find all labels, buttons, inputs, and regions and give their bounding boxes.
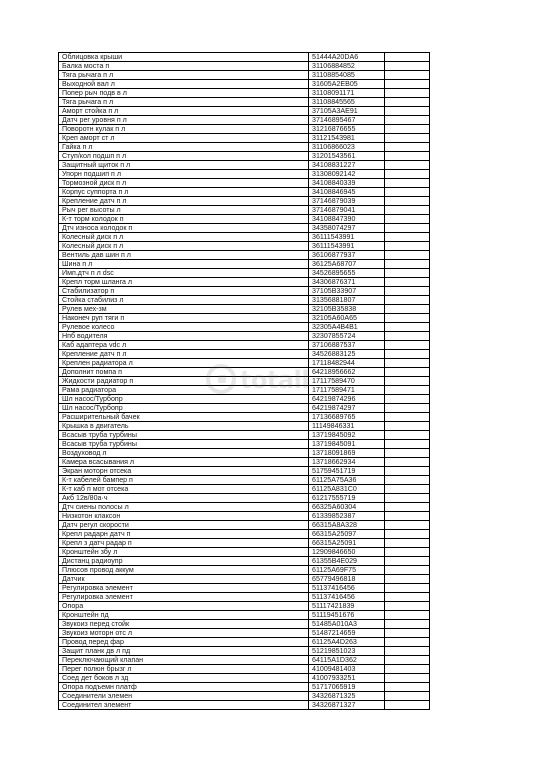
table-row bbox=[59, 404, 430, 413]
empty-cell bbox=[385, 557, 430, 566]
part-name-cell: Защитный щиток п л bbox=[59, 161, 309, 170]
part-code-cell: 66315A25097 bbox=[309, 530, 385, 539]
empty-cell bbox=[385, 116, 430, 125]
empty-cell bbox=[385, 647, 430, 656]
part-code-cell: 31201543561 bbox=[309, 152, 385, 161]
part-code-cell: 12909846650 bbox=[309, 548, 385, 557]
part-name-cell: Поворотн кулак п л bbox=[59, 125, 309, 134]
table-row bbox=[59, 593, 430, 602]
part-name-cell: Рама радиатора bbox=[59, 386, 309, 395]
empty-cell bbox=[385, 575, 430, 584]
empty-cell bbox=[385, 71, 430, 80]
part-name-cell: Крепление датч п л bbox=[59, 350, 309, 359]
part-code-cell: 64115A1D362 bbox=[309, 656, 385, 665]
part-code-cell: 34108831227 bbox=[309, 161, 385, 170]
empty-cell bbox=[385, 350, 430, 359]
part-name-cell: Аморт стойка п л bbox=[59, 107, 309, 116]
empty-cell bbox=[385, 125, 430, 134]
part-code-cell: 17117589470 bbox=[309, 377, 385, 386]
table-row bbox=[59, 431, 430, 440]
table-row bbox=[59, 368, 430, 377]
part-code-cell: 61339852387 bbox=[309, 512, 385, 521]
empty-cell bbox=[385, 368, 430, 377]
table-row bbox=[59, 80, 430, 89]
part-code-cell: 51485A010A3 bbox=[309, 620, 385, 629]
part-name-cell: Всасыв труба турбины bbox=[59, 440, 309, 449]
empty-cell bbox=[385, 197, 430, 206]
part-code-cell: 51119451676 bbox=[309, 611, 385, 620]
empty-cell bbox=[385, 674, 430, 683]
part-name-cell: Шл насос/Турбопр bbox=[59, 395, 309, 404]
table-row bbox=[59, 278, 430, 287]
part-name-cell: Нпб водителя bbox=[59, 332, 309, 341]
part-name-cell: Воздуховод л bbox=[59, 449, 309, 458]
part-code-cell: 37146879041 bbox=[309, 206, 385, 215]
watermark-text: totall bbox=[240, 366, 310, 394]
table-row bbox=[59, 512, 430, 521]
table-row bbox=[59, 125, 430, 134]
part-name-cell: Расширительный бачек bbox=[59, 413, 309, 422]
part-code-cell: 61355B4E029 bbox=[309, 557, 385, 566]
part-code-cell: 51117421839 bbox=[309, 602, 385, 611]
table-row bbox=[59, 665, 430, 674]
empty-cell bbox=[385, 341, 430, 350]
table-row bbox=[59, 62, 430, 71]
part-code-cell: 31308092142 bbox=[309, 170, 385, 179]
part-name-cell: Балка моста п bbox=[59, 62, 309, 71]
empty-cell bbox=[385, 620, 430, 629]
table-row bbox=[59, 530, 430, 539]
part-name-cell: Датчик bbox=[59, 575, 309, 584]
part-name-cell: Защит планк дв л пд bbox=[59, 647, 309, 656]
empty-cell bbox=[385, 476, 430, 485]
table-row bbox=[59, 341, 430, 350]
empty-cell bbox=[385, 566, 430, 575]
part-name-cell: К-т торм колодок п bbox=[59, 215, 309, 224]
empty-cell bbox=[385, 170, 430, 179]
part-code-cell: 34326871325 bbox=[309, 692, 385, 701]
table-row bbox=[59, 143, 430, 152]
table-row bbox=[59, 539, 430, 548]
part-code-cell: 64218956662 bbox=[309, 368, 385, 377]
part-name-cell: Низкотон клаксон bbox=[59, 512, 309, 521]
part-name-cell: Переключающий клапан bbox=[59, 656, 309, 665]
part-name-cell: Колесный диск п л bbox=[59, 233, 309, 242]
part-code-cell: 32305A4B4B1 bbox=[309, 323, 385, 332]
table-row bbox=[59, 350, 430, 359]
part-name-cell: Облицовка крыши bbox=[59, 53, 309, 62]
table-row bbox=[59, 152, 430, 161]
part-code-cell: 41007933251 bbox=[309, 674, 385, 683]
table-row bbox=[59, 314, 430, 323]
part-code-cell: 31108845565 bbox=[309, 98, 385, 107]
table-row bbox=[59, 467, 430, 476]
part-name-cell: Жидкости радиатор п bbox=[59, 377, 309, 386]
part-name-cell: Крепл торм шланга л bbox=[59, 278, 309, 287]
table-row bbox=[59, 386, 430, 395]
part-code-cell: 31106866023 bbox=[309, 143, 385, 152]
table-row bbox=[59, 476, 430, 485]
part-code-cell: 51219851023 bbox=[309, 647, 385, 656]
part-name-cell: Стойка стабилиз л bbox=[59, 296, 309, 305]
part-name-cell: Наконеч руп тяги п bbox=[59, 314, 309, 323]
empty-cell bbox=[385, 62, 430, 71]
part-code-cell: 34108847390 bbox=[309, 215, 385, 224]
empty-cell bbox=[385, 449, 430, 458]
empty-cell bbox=[385, 611, 430, 620]
empty-cell bbox=[385, 269, 430, 278]
table-row bbox=[59, 449, 430, 458]
empty-cell bbox=[385, 521, 430, 530]
part-name-cell: Кронштейн збу л bbox=[59, 548, 309, 557]
part-name-cell: Шл насос/Турбопр bbox=[59, 404, 309, 413]
empty-cell bbox=[385, 305, 430, 314]
empty-cell bbox=[385, 503, 430, 512]
empty-cell bbox=[385, 314, 430, 323]
table-row bbox=[59, 674, 430, 683]
part-code-cell: 66315A8A328 bbox=[309, 521, 385, 530]
table-row bbox=[59, 413, 430, 422]
table-row bbox=[59, 638, 430, 647]
table-row bbox=[59, 53, 430, 62]
empty-cell bbox=[385, 242, 430, 251]
part-name-cell: Колесный диск п л bbox=[59, 242, 309, 251]
part-code-cell: 37106887537 bbox=[309, 341, 385, 350]
empty-cell bbox=[385, 593, 430, 602]
empty-cell bbox=[385, 359, 430, 368]
table-row bbox=[59, 116, 430, 125]
table-row bbox=[59, 98, 430, 107]
part-code-cell: 66325A60304 bbox=[309, 503, 385, 512]
table-row bbox=[59, 566, 430, 575]
part-code-cell: 31356881807 bbox=[309, 296, 385, 305]
part-code-cell: 34358074297 bbox=[309, 224, 385, 233]
part-name-cell: Регулировка элемент bbox=[59, 584, 309, 593]
table-row bbox=[59, 620, 430, 629]
empty-cell bbox=[385, 656, 430, 665]
empty-cell bbox=[385, 413, 430, 422]
part-code-cell: 51137416456 bbox=[309, 584, 385, 593]
empty-cell bbox=[385, 692, 430, 701]
empty-cell bbox=[385, 251, 430, 260]
table-row bbox=[59, 233, 430, 242]
empty-cell bbox=[385, 404, 430, 413]
part-name-cell: Попер рыч подв в л bbox=[59, 89, 309, 98]
empty-cell bbox=[385, 431, 430, 440]
part-code-cell: 13718091869 bbox=[309, 449, 385, 458]
part-name-cell: Провод перед фар bbox=[59, 638, 309, 647]
part-code-cell: 13719845091 bbox=[309, 440, 385, 449]
part-name-cell: Тяга рычага п л bbox=[59, 98, 309, 107]
empty-cell bbox=[385, 296, 430, 305]
table-row bbox=[59, 179, 430, 188]
table-row bbox=[59, 521, 430, 530]
table-row bbox=[59, 548, 430, 557]
part-code-cell: 17118482944 bbox=[309, 359, 385, 368]
part-code-cell: 37105A3AE91 bbox=[309, 107, 385, 116]
table-row bbox=[59, 260, 430, 269]
part-name-cell: Регулировка элемент bbox=[59, 593, 309, 602]
part-name-cell: Крепл з датч радар п bbox=[59, 539, 309, 548]
table-row bbox=[59, 494, 430, 503]
part-code-cell: 51717065919 bbox=[309, 683, 385, 692]
table-row bbox=[59, 359, 430, 368]
empty-cell bbox=[385, 323, 430, 332]
table-row bbox=[59, 485, 430, 494]
part-name-cell: Опора подъемн платф bbox=[59, 683, 309, 692]
table-row bbox=[59, 296, 430, 305]
empty-cell bbox=[385, 152, 430, 161]
table-row bbox=[59, 170, 430, 179]
parts-table bbox=[58, 52, 430, 710]
table-row bbox=[59, 440, 430, 449]
empty-cell bbox=[385, 134, 430, 143]
part-name-cell: Имп.дтч п л dsc bbox=[59, 269, 309, 278]
table-row bbox=[59, 503, 430, 512]
table-row bbox=[59, 377, 430, 386]
table-row bbox=[59, 602, 430, 611]
part-name-cell: Рулевое колесо bbox=[59, 323, 309, 332]
table-row bbox=[59, 611, 430, 620]
part-name-cell: Тормозной диск п л bbox=[59, 179, 309, 188]
part-code-cell: 31121543981 bbox=[309, 134, 385, 143]
table-row bbox=[59, 242, 430, 251]
table-row bbox=[59, 575, 430, 584]
part-name-cell: Экран моторн отсека bbox=[59, 467, 309, 476]
table-row bbox=[59, 557, 430, 566]
part-name-cell: Крепл радарн датч п bbox=[59, 530, 309, 539]
empty-cell bbox=[385, 629, 430, 638]
empty-cell bbox=[385, 224, 430, 233]
part-code-cell: 37105B33907 bbox=[309, 287, 385, 296]
part-name-cell: Креп аморт ст л bbox=[59, 134, 309, 143]
table-row bbox=[59, 305, 430, 314]
empty-cell bbox=[385, 287, 430, 296]
part-code-cell: 34108846945 bbox=[309, 188, 385, 197]
empty-cell bbox=[385, 377, 430, 386]
empty-cell bbox=[385, 440, 430, 449]
empty-cell bbox=[385, 602, 430, 611]
empty-cell bbox=[385, 665, 430, 674]
part-name-cell: Рулев мех-зм bbox=[59, 305, 309, 314]
empty-cell bbox=[385, 494, 430, 503]
empty-cell bbox=[385, 512, 430, 521]
part-name-cell: Рыч рег высоты л bbox=[59, 206, 309, 215]
part-name-cell: Кронштейн пд bbox=[59, 611, 309, 620]
part-code-cell: 32105A60A65 bbox=[309, 314, 385, 323]
part-code-cell: 34326871327 bbox=[309, 701, 385, 710]
part-name-cell: Дтч сиены полосы л bbox=[59, 503, 309, 512]
part-name-cell: Выходной вал л bbox=[59, 80, 309, 89]
part-name-cell: Вентиль дав шин п л bbox=[59, 251, 309, 260]
part-code-cell: 32105B35838 bbox=[309, 305, 385, 314]
empty-cell bbox=[385, 701, 430, 710]
part-code-cell: 17117589471 bbox=[309, 386, 385, 395]
part-code-cell: 61125A75A36 bbox=[309, 476, 385, 485]
part-code-cell: 32307855724 bbox=[309, 332, 385, 341]
empty-cell bbox=[385, 161, 430, 170]
part-code-cell: 36106877937 bbox=[309, 251, 385, 260]
part-name-cell: Гайка п л bbox=[59, 143, 309, 152]
part-code-cell: 17136689765 bbox=[309, 413, 385, 422]
part-name-cell: Дополнит помпа п bbox=[59, 368, 309, 377]
part-name-cell: Соед дет боков л зд bbox=[59, 674, 309, 683]
table-row bbox=[59, 161, 430, 170]
empty-cell bbox=[385, 98, 430, 107]
part-code-cell: 51759451719 bbox=[309, 467, 385, 476]
empty-cell bbox=[385, 206, 430, 215]
table-row bbox=[59, 71, 430, 80]
part-name-cell: Шина п л bbox=[59, 260, 309, 269]
empty-cell bbox=[385, 683, 430, 692]
empty-cell bbox=[385, 458, 430, 467]
part-code-cell: 36111543991 bbox=[309, 233, 385, 242]
part-code-cell: 51487214659 bbox=[309, 629, 385, 638]
empty-cell bbox=[385, 332, 430, 341]
part-name-cell: Дтч износа колодок п bbox=[59, 224, 309, 233]
part-name-cell: Датч регул скорости bbox=[59, 521, 309, 530]
part-code-cell: 61125A4D263 bbox=[309, 638, 385, 647]
part-code-cell: 34306876371 bbox=[309, 278, 385, 287]
table-row bbox=[59, 197, 430, 206]
empty-cell bbox=[385, 143, 430, 152]
empty-cell bbox=[385, 386, 430, 395]
table-row bbox=[59, 215, 430, 224]
table-row bbox=[59, 269, 430, 278]
part-name-cell: Камера всасывания л bbox=[59, 458, 309, 467]
empty-cell bbox=[385, 260, 430, 269]
part-name-cell: Ступ/кол подшп п л bbox=[59, 152, 309, 161]
table-row bbox=[59, 323, 430, 332]
table-row bbox=[59, 287, 430, 296]
empty-cell bbox=[385, 188, 430, 197]
table-row bbox=[59, 224, 430, 233]
empty-cell bbox=[385, 539, 430, 548]
table-row bbox=[59, 107, 430, 116]
part-code-cell: 34108840339 bbox=[309, 179, 385, 188]
table-row bbox=[59, 206, 430, 215]
part-code-cell: 66315A25091 bbox=[309, 539, 385, 548]
part-code-cell: 61217555719 bbox=[309, 494, 385, 503]
empty-cell bbox=[385, 89, 430, 98]
part-code-cell: 34526895655 bbox=[309, 269, 385, 278]
empty-cell bbox=[385, 395, 430, 404]
part-code-cell: 37146879039 bbox=[309, 197, 385, 206]
part-code-cell: 34526883125 bbox=[309, 350, 385, 359]
part-code-cell: 61125A69F75 bbox=[309, 566, 385, 575]
part-code-cell: 41009481403 bbox=[309, 665, 385, 674]
part-code-cell: 36125A68707 bbox=[309, 260, 385, 269]
parts-table-body bbox=[59, 53, 430, 710]
empty-cell bbox=[385, 215, 430, 224]
empty-cell bbox=[385, 53, 430, 62]
part-name-cell: Перег полюн брызг л bbox=[59, 665, 309, 674]
part-name-cell: Соединители элемен bbox=[59, 692, 309, 701]
part-code-cell: 51137416456 bbox=[309, 593, 385, 602]
part-name-cell: Акб 12в/80а·ч bbox=[59, 494, 309, 503]
table-row bbox=[59, 458, 430, 467]
table-row bbox=[59, 701, 430, 710]
part-name-cell: Соединител элемент bbox=[59, 701, 309, 710]
part-code-cell: 31108854085 bbox=[309, 71, 385, 80]
part-name-cell: Датч рег уровня п л bbox=[59, 116, 309, 125]
part-name-cell: Стабилизатор п bbox=[59, 287, 309, 296]
empty-cell bbox=[385, 278, 430, 287]
part-code-cell: 31108091171 bbox=[309, 89, 385, 98]
empty-cell bbox=[385, 638, 430, 647]
part-code-cell: 51444A20DA6 bbox=[309, 53, 385, 62]
table-row bbox=[59, 647, 430, 656]
part-code-cell: 11149846331 bbox=[309, 422, 385, 431]
part-code-cell: 65779496818 bbox=[309, 575, 385, 584]
empty-cell bbox=[385, 179, 430, 188]
part-code-cell: 36111543991 bbox=[309, 242, 385, 251]
part-name-cell: Тяга рычага п л bbox=[59, 71, 309, 80]
empty-cell bbox=[385, 485, 430, 494]
table-row bbox=[59, 332, 430, 341]
part-name-cell: Упорн подшип п л bbox=[59, 170, 309, 179]
table-row bbox=[59, 395, 430, 404]
part-name-cell: Опора bbox=[59, 602, 309, 611]
part-name-cell: Плюсов провод аккум bbox=[59, 566, 309, 575]
part-name-cell: К-т кабелей бампер п bbox=[59, 476, 309, 485]
part-code-cell: 31106884852 bbox=[309, 62, 385, 71]
table-row bbox=[59, 692, 430, 701]
part-name-cell: К-т каб п мот отсека bbox=[59, 485, 309, 494]
part-name-cell: Креплен радиатора л bbox=[59, 359, 309, 368]
table-row bbox=[59, 629, 430, 638]
empty-cell bbox=[385, 80, 430, 89]
empty-cell bbox=[385, 467, 430, 476]
part-code-cell: 13719845092 bbox=[309, 431, 385, 440]
part-name-cell: Каб адаптера vdc л bbox=[59, 341, 309, 350]
part-name-cell: Крышка в двигатель bbox=[59, 422, 309, 431]
part-name-cell: Корпус суппорта п л bbox=[59, 188, 309, 197]
part-name-cell: Крепление датч п л bbox=[59, 197, 309, 206]
part-name-cell: Дистанц радиоупр bbox=[59, 557, 309, 566]
part-name-cell: Звукоиз перед стойк bbox=[59, 620, 309, 629]
empty-cell bbox=[385, 107, 430, 116]
part-code-cell: 31216876655 bbox=[309, 125, 385, 134]
empty-cell bbox=[385, 584, 430, 593]
table-row bbox=[59, 656, 430, 665]
table-row bbox=[59, 89, 430, 98]
empty-cell bbox=[385, 530, 430, 539]
part-code-cell: 64219874296 bbox=[309, 395, 385, 404]
table-row bbox=[59, 584, 430, 593]
part-code-cell: 31605A2EB05 bbox=[309, 80, 385, 89]
part-code-cell: 13718662934 bbox=[309, 458, 385, 467]
part-code-cell: 64219874297 bbox=[309, 404, 385, 413]
empty-cell bbox=[385, 233, 430, 242]
empty-cell bbox=[385, 422, 430, 431]
table-row bbox=[59, 422, 430, 431]
part-name-cell: Звукоиз моторн отс л bbox=[59, 629, 309, 638]
table-row bbox=[59, 188, 430, 197]
table-row bbox=[59, 251, 430, 260]
table-row bbox=[59, 683, 430, 692]
part-code-cell: 61125A831C0 bbox=[309, 485, 385, 494]
part-code-cell: 37146895467 bbox=[309, 116, 385, 125]
table-row bbox=[59, 134, 430, 143]
empty-cell bbox=[385, 548, 430, 557]
part-name-cell: Всасыв труба турбины bbox=[59, 431, 309, 440]
